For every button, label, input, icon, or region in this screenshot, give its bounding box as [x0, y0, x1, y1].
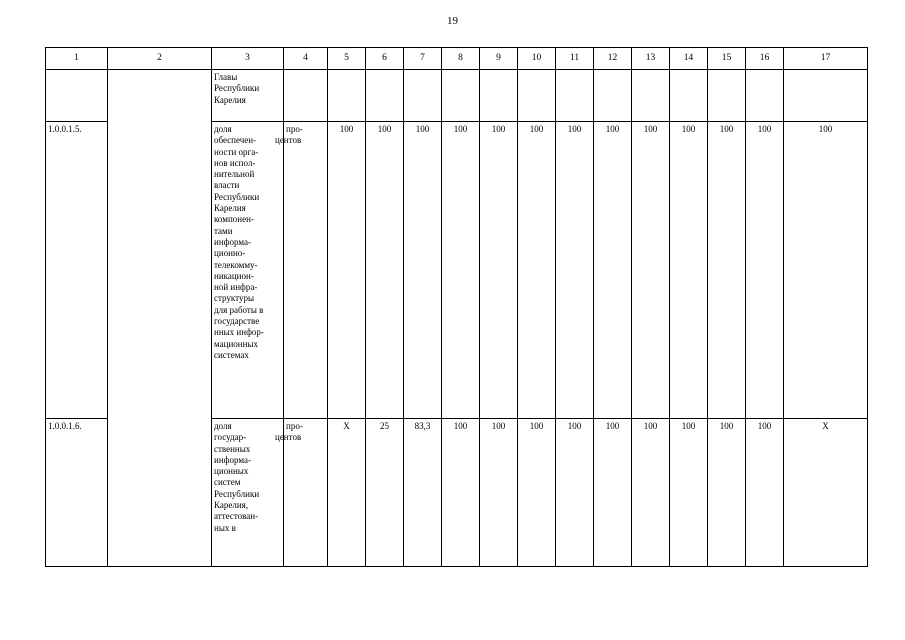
value-cell: 100 — [670, 419, 708, 567]
value-cell: 100 — [632, 122, 670, 419]
name-line: Карелия — [214, 94, 246, 105]
name-line: Республики — [214, 191, 260, 202]
indicator-code — [46, 70, 108, 122]
value-cell: 100 — [746, 419, 784, 567]
value-cell: 100 — [480, 419, 518, 567]
value-cell: 100 — [556, 419, 594, 567]
name-line: тами — [214, 225, 233, 236]
indicator-name — [212, 419, 284, 567]
indicator-code: 1.0.0.1.5. — [46, 122, 108, 419]
value-cell: 100 — [594, 122, 632, 419]
indicator-name — [212, 122, 284, 419]
column-header: 10 — [518, 48, 556, 70]
column-header: 8 — [442, 48, 480, 70]
name-line: информа- — [214, 454, 251, 465]
value-cell: 100 — [404, 122, 442, 419]
value-cell — [442, 70, 480, 122]
column-header: 2 — [108, 48, 212, 70]
column-header: 3 — [212, 48, 284, 70]
column-header: 14 — [670, 48, 708, 70]
name-line: Карелия, — [214, 500, 249, 511]
value-cell: 100 — [708, 122, 746, 419]
name-line: нов испол- — [214, 157, 256, 168]
unit-cell — [275, 419, 328, 567]
value-cell: 100 — [784, 122, 868, 419]
value-cell: Х — [784, 419, 868, 567]
value-cell: 100 — [632, 419, 670, 567]
value-cell — [784, 70, 868, 122]
value-cell: 100 — [442, 419, 480, 567]
value-cell: Х — [328, 419, 366, 567]
value-cell: 100 — [708, 419, 746, 567]
indicator-code: 1.0.0.1.6. — [46, 419, 108, 567]
column-header: 7 — [404, 48, 442, 70]
name-line: доля — [214, 124, 232, 134]
column-header: 6 — [366, 48, 404, 70]
value-cell — [556, 70, 594, 122]
value-cell: 25 — [366, 419, 404, 567]
column-header: 13 — [632, 48, 670, 70]
value-cell: 100 — [594, 419, 632, 567]
column-header: 16 — [746, 48, 784, 70]
value-cell — [746, 70, 784, 122]
name-line: Республики — [214, 488, 260, 499]
name-line: Республики — [214, 83, 260, 94]
column-header: 17 — [784, 48, 868, 70]
value-cell: 100 — [328, 122, 366, 419]
value-cell: 100 — [518, 122, 556, 419]
name-line: власти — [214, 180, 240, 191]
name-line: ционно- — [214, 248, 246, 259]
value-cell: 100 — [442, 122, 480, 419]
page-number: 19 — [447, 15, 458, 27]
name-line: никацион- — [214, 270, 254, 281]
value-cell — [518, 70, 556, 122]
column-header: 11 — [556, 48, 594, 70]
name-line: компонен- — [214, 214, 254, 225]
value-cell: 100 — [556, 122, 594, 419]
name-line: доля — [214, 421, 232, 431]
data-table — [45, 47, 868, 567]
unit-line: про- — [286, 124, 303, 134]
value-cell — [632, 70, 670, 122]
value-cell: 83,3 — [404, 419, 442, 567]
value-cell — [480, 70, 518, 122]
value-cell — [366, 70, 404, 122]
value-cell: 100 — [746, 122, 784, 419]
name-line: нительной — [214, 169, 255, 180]
unit-line: центов — [275, 135, 302, 146]
value-cell — [594, 70, 632, 122]
name-line: мационных — [214, 338, 258, 349]
value-cell — [708, 70, 746, 122]
unit-cell — [284, 70, 328, 122]
column-header: 9 — [480, 48, 518, 70]
column-header: 5 — [328, 48, 366, 70]
name-line: структуры — [214, 293, 255, 304]
value-cell: 100 — [480, 122, 518, 419]
name-line: телекомму- — [214, 259, 258, 270]
name-line: ной инфра- — [214, 282, 258, 293]
name-line: государстве — [214, 316, 260, 327]
value-cell — [670, 70, 708, 122]
name-line: ционных — [214, 466, 249, 477]
value-cell — [404, 70, 442, 122]
indicator-name — [212, 70, 284, 122]
name-line: обеспечен- — [214, 135, 257, 146]
unit-line: про- — [286, 421, 303, 431]
name-line: ности орга- — [214, 146, 259, 157]
name-line: для работы в — [214, 304, 264, 315]
merged-column-2-cell — [108, 70, 212, 567]
value-cell — [328, 70, 366, 122]
name-line: ственных — [214, 443, 251, 454]
name-line: Карелия — [214, 203, 246, 214]
name-line: Главы — [214, 72, 238, 82]
name-line: государ- — [214, 432, 247, 443]
column-header: 15 — [708, 48, 746, 70]
name-line: нных инфор- — [214, 327, 264, 338]
column-header: 1 — [46, 48, 108, 70]
unit-line: центов — [275, 432, 302, 443]
name-line: систем — [214, 477, 241, 488]
header-row — [46, 48, 868, 70]
name-line: информа- — [214, 236, 251, 247]
column-header: 12 — [594, 48, 632, 70]
value-cell: 100 — [670, 122, 708, 419]
value-cell: 100 — [366, 122, 404, 419]
name-line: ных в — [214, 522, 236, 533]
column-header: 4 — [284, 48, 328, 70]
name-line: аттестован- — [214, 511, 259, 522]
unit-cell — [275, 122, 328, 419]
value-cell: 100 — [518, 419, 556, 567]
table-row — [46, 70, 868, 122]
name-line: системах — [214, 349, 249, 360]
